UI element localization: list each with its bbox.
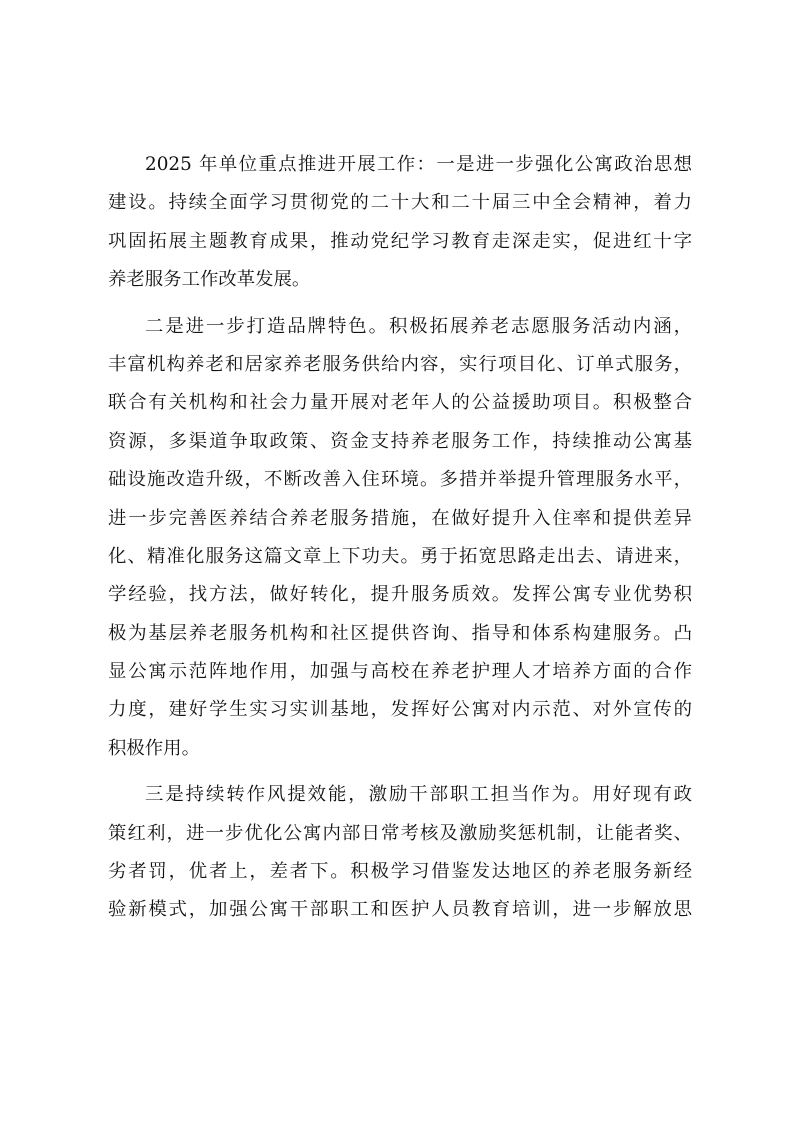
paragraph-line: 积极作用。 xyxy=(108,737,200,759)
paragraph-3 xyxy=(108,776,692,930)
paragraph-line: 建设。持续全面学习贯彻党的二十大和二十届三中全会精神，着力 xyxy=(108,192,692,214)
paragraph-line: 验新模式，加强公寓干部职工和医护人员教育培训，进一步解放思 xyxy=(108,899,692,921)
paragraph-line: 二是进一步打造品牌特色。积极拓展养老志愿服务活动内涵， xyxy=(145,315,692,337)
paragraph-line: 化、精准化服务这篇文章上下功夫。勇于拓宽思路走出去、请进来， xyxy=(108,545,692,567)
paragraph-line: 力度，建好学生实习实训基地，发挥好公寓对内示范、对外宣传的 xyxy=(108,699,692,721)
paragraph-line: 策红利，进一步优化公寓内部日常考核及激励奖惩机制，让能者奖、 xyxy=(108,822,692,844)
paragraph-line: 显公寓示范阵地作用，加强与高校在养老护理人才培养方面的合作 xyxy=(108,661,692,683)
paragraph-line: 进一步完善医养结合养老服务措施，在做好提升入住率和提供差异 xyxy=(108,507,692,529)
paragraph-line: 养老服务工作改革发展。 xyxy=(108,269,311,291)
paragraph-line: 劣者罚，优者上，差者下。积极学习借鉴发达地区的养老服务新经 xyxy=(108,861,692,883)
paragraph-line: 丰富机构养老和居家养老服务供给内容，实行项目化、订单式服务， xyxy=(108,353,692,375)
paragraph-1 xyxy=(108,146,692,300)
paragraph-2 xyxy=(108,308,692,769)
paragraph-line: 础设施改造升级，不断改善入住环境。多措并举提升管理服务水平， xyxy=(108,469,692,491)
paragraph-line: 联合有关机构和社会力量开展对老年人的公益援助项目。积极整合 xyxy=(108,392,692,414)
paragraph-line: 极为基层养老服务机构和社区提供咨询、指导和体系构建服务。凸 xyxy=(108,622,692,644)
paragraph-line: 巩固拓展主题教育成果，推动党纪学习教育走深走实，促进红十字 xyxy=(108,230,692,252)
paragraph-line: 三是持续转作风提效能，激励干部职工担当作为。用好现有政 xyxy=(145,784,692,806)
paragraph-line: 资源，多渠道争取政策、资金支持养老服务工作，持续推动公寓基 xyxy=(108,430,692,452)
paragraph-line: 2025 年单位重点推进开展工作：一是进一步强化公寓政治思想 xyxy=(145,154,692,175)
paragraph-line: 学经验，找方法，做好转化，提升服务质效。发挥公寓专业优势积 xyxy=(108,584,692,606)
document-body xyxy=(108,146,692,930)
